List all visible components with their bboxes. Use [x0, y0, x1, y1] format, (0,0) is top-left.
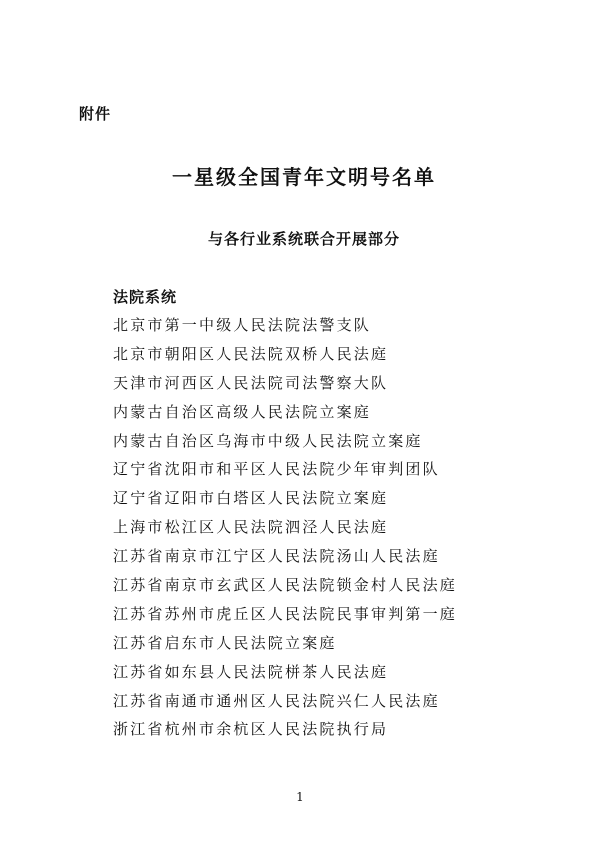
- list-item: 辽宁省辽阳市白塔区人民法院立案庭: [113, 489, 389, 508]
- page-number: 1: [296, 790, 304, 804]
- list-item: 上海市松江区人民法院泗泾人民法庭: [113, 518, 389, 537]
- list-item: 江苏省南京市玄武区人民法院锁金村人民法庭: [113, 576, 458, 595]
- list-item: 内蒙古自治区高级人民法院立案庭: [113, 402, 372, 421]
- list-item: 北京市第一中级人民法院法警支队: [113, 316, 372, 334]
- document-title: 一星级全国青年文明号名单: [172, 165, 436, 189]
- list-item: 江苏省南通市通州区人民法院兴仁人民法庭: [113, 691, 440, 710]
- list-item: 辽宁省沈阳市和平区人民法院少年审判团队: [113, 460, 440, 479]
- list-item: 江苏省启东市人民法院立案庭: [113, 633, 337, 652]
- list-item: 江苏省苏州市虎丘区人民法院民事审判第一庭: [113, 604, 458, 623]
- list-item: 浙江省杭州市余杭区人民法院执行局: [113, 720, 389, 739]
- entry-list: [113, 314, 457, 747]
- section-heading: 法院系统: [113, 288, 178, 306]
- list-item: 天津市河西区人民法院司法警察大队: [113, 373, 389, 392]
- document-subtitle: 与各行业系统联合开展部分: [207, 230, 400, 248]
- list-item: 江苏省南京市江宁区人民法院汤山人民法庭: [113, 547, 440, 566]
- attachment-label: 附件: [79, 105, 112, 123]
- list-item: 北京市朝阳区人民法院双桥人民法庭: [113, 344, 389, 363]
- list-item: 内蒙古自治区乌海市中级人民法院立案庭: [113, 431, 423, 450]
- list-item: 江苏省如东县人民法院栟茶人民法庭: [113, 662, 389, 681]
